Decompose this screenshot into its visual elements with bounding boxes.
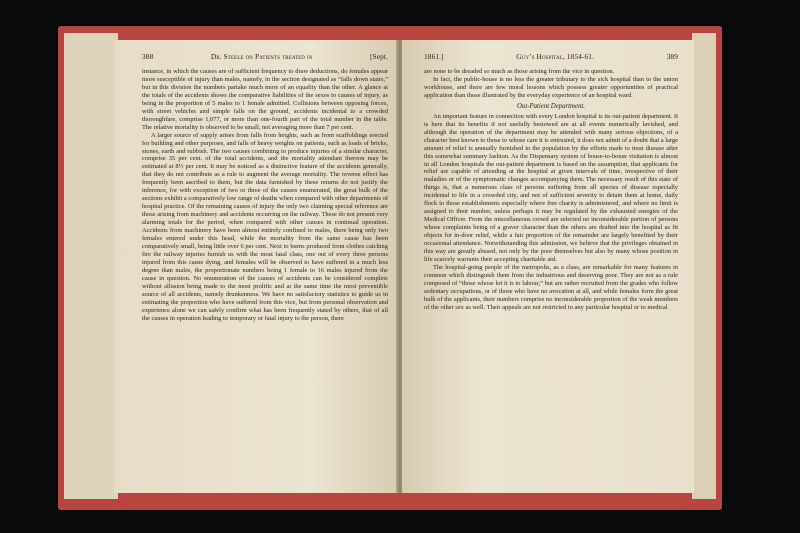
- right-running-header: [424, 52, 678, 61]
- left-running-header: [142, 52, 388, 61]
- left-page-number: 388: [142, 52, 154, 61]
- left-running-date: [Sept.: [369, 52, 388, 61]
- right-paragraph-2: In fact, the public-house is no less the greater tributary to the sick hospital than to the union workhouse, and there are few moral lessons which possess greater opportunities of practical application than those illustrated by the everyday experience of an hospital ward.: [424, 75, 678, 99]
- right-paragraph-4: The hospital-going people of the metropolis, as a class, are remarkable for many features in common which distinguish them from the industrious and deserving poor. They are not as a rule composed of “those whose lot it is to labour,” but are rather recruited from the grades who follow sedentary occupations, or of those who have no avocation at all, and while females form the great bulk of the applicants, their numbers comprise no inconsiderable proportion of the weak members of the other sex as well. Their appeals are not restricted to any particular hospital or to medical: [424, 263, 678, 311]
- left-body-text: [142, 68, 388, 323]
- left-paragraph-1: instance, in which the causes are of sufficient frequency to draw deductions, do females appear more susceptible of injury than males, namely, in the section designated as “falls down stairs,” but in this division the numbers partake much more of an equality than the other. A glance at the totals of the accidents shows the comparative liabilities of the sexes to causes of injury, as being in the proportion of 5 males to 1 female admitted. Collisions between opposing forces, with street vehicles and simple falls on the ground, accidents incidental to a crowded thoroughfare, comprise 1,077, or more than one-fourth part of the total number in the table. The relative mortality is observed to be small, not averaging more than 7 per cent.: [142, 68, 388, 131]
- right-paragraph-3: An important feature in connection with every London hospital is its out-patient department. It is here that its benefits if not usefully bestowed are at all events numerically lavished, and although the operation of the department may be attended with many serious objections, of a character best known to those to whose care it is entrusted, it does not admit of a doubt that a large amount of relief is annually furnished to the population by the efforts made to treat disease after this somewhat summary fashion. As the Dispensary system of house-to-house visitation is almost in all London hospitals the out-patient department is based on the assumption, that applicants for relief are capable of attending at the hospital at given intervals of time, irrespective of their maladies or of the symptomatic changes accompanying them. The necessary result of this state of things is, that a numerous class of persons suffering from all species of disease especially incidental to life in a crowded city, and not of sufficient severity to detain them at home, daily flock to those establishments especially where free charity is administered, and where no limit is assigned to their number, unless perhaps it may be regulated by the exhausted energies of the Medical Officer. From the miscellaneous crowd are selected no inconsiderable portion of persons whose complaints being of a graver character than the others are drafted into the hospital as fit objects for in-door relief, while a fair proportion of the remainder are largely benefited by their occasional attendance. Notwithstanding this admission, we believe that the privileges obtained in this way are greatly abused, not only by the poor themselves but also by many whose position in life scarcely warrants their accepting charitable aid.: [424, 112, 678, 263]
- left-page: [114, 40, 398, 493]
- left-paragraph-2: A larger source of supply arises from falls from heights, such as from scaffoldings erected for building and other purposes, and falls of heavy weights on patients, such as loads of bricks, stones, earth and rubbish. The two causes combining to produce injuries of a similar character, comprise 35 per cent. of the total accidents, and the mortality attendant thereon may be estimated at 8½ per cent. It may be noticed as a distinctive feature of the accidents generally, that they do not contribute as a rule to augment the average mortality. The reverse effect has frequently been ascribed to them, but the data furnished by these returns do not justify the inference, for with exception of two or three of the causes enumerated, the great bulk of the sections exhibit a comparatively low range of deaths when compared with other departments of hospital practice. Of the remaining causes of injury the only two claiming special reference are those arising from machinery and accidents occurring on the railway. These do not present very alarming totals for the period, when compared with other causes in continual operation. Accidents from machinery have been almost entirely confined to males, there being only two females entered under this head, while the mortality from the same cause has been comparatively small, being little over 6 per cent. Next to burns produced from clothes catching fire the railway injuries furnish us with the most fatal class, one out of every three persons injured from this cause dying, and females will be observed to have suffered in a much less degree than males, the proportionate numbers being 1 female to 16 males injured from the cause in question. No enumeration of the causes of accidents can be considered complete without allusion being made to the most prolific and at the same time the most preventible source of all accidents, namely drunkenness. We have no satisfactory statistics to guide us in estimating the proportion who have suffered from this vice, but from personal observation and experience alone we can safely confirm what has been frequently stated by others, that of all the causes in operation leading to temporary or fatal injury to the person, there: [142, 131, 388, 322]
- section-heading: Out-Patient Department.: [517, 102, 585, 110]
- right-body-text: [424, 68, 678, 312]
- left-running-title: Dr. Steele on Patients treated in: [210, 52, 313, 61]
- page-edges-left: [64, 33, 118, 499]
- right-page: [402, 40, 694, 493]
- right-running-title: Guy’s Hospital, 1854-61.: [516, 52, 595, 61]
- right-paragraph-1: are none to be dreaded so much as those arising from the vice in question.: [424, 68, 615, 75]
- page-edges-right: [692, 33, 716, 499]
- right-page-number: 389: [666, 52, 678, 61]
- right-running-date: 1861.]: [424, 52, 444, 61]
